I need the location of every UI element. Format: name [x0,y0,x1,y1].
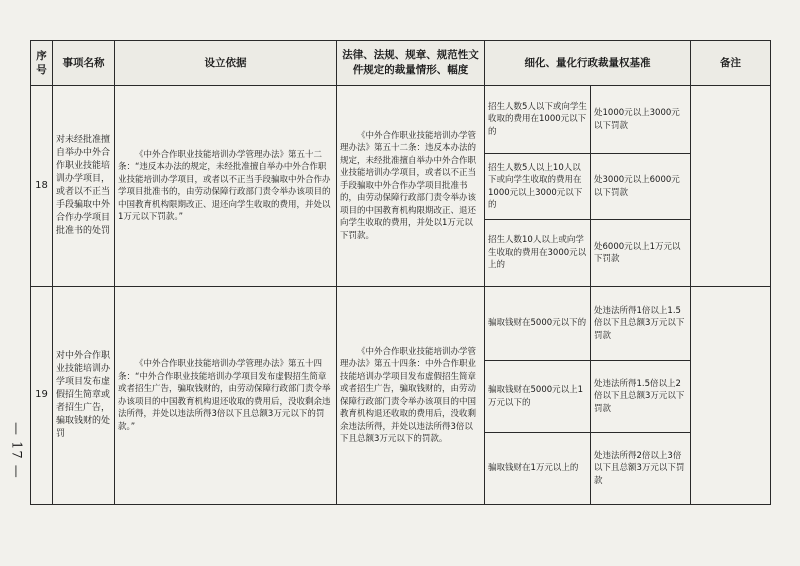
standard-condition: 骗取钱财在5000元以上1万元以下的 [485,361,591,433]
header-basis: 设立依据 [115,41,337,86]
standard-penalty: 处违法所得1.5倍以上2倍以下且总额3万元以下罚款 [591,361,691,433]
table-row [31,287,771,361]
row-basis: 《中外合作职业技能培训办学管理办法》第五十四条：“中外合作职业技能培训办学项目发布虚假招生简章或者招生广告，骗取钱财的，由劳动保障行政部门责令举办该项目的中国教育机构退还收取的费用后，没收剩余违法所得，并处以违法所得3倍以下且总额3万元以下的罚款。” [115,287,337,505]
row-basis: 《中外合作职业技能培训办学管理办法》第五十二条：“违反本办法的规定，未经批准擅自举办中外合作职业技能培训办学项目，或者以不正当手段骗取中外合作办学项目批准书的，由劳动保障行政部门责令举办该项目的中国教育机构限期改正、退还向学生收取的费用，并处以1万元以下罚款。” [115,86,337,287]
row-name: 对中外合作职业技能培训办学项目发布虚假招生简章或者招生广告，骗取钱财的处罚 [53,287,115,505]
row-remark [691,86,771,287]
row-name: 对未经批准擅自举办中外合作职业技能培训办学项目，或者以不正当手段骗取中外合作办学项目批准书的处罚 [53,86,115,287]
header-law: 法律、法规、规章、规范性文件规定的裁量情形、幅度 [337,41,485,86]
standard-condition: 招生人数10人以上或向学生收取的费用在3000元以上的 [485,220,591,287]
row-law: 《中外合作职业技能培训办学管理办法》第五十二条：违反本办法的规定，未经批准擅自举办中外合作职业技能培训办学项目，或者以不正当手段骗取中外合作办学项目批准书的，由劳动保障行政部门责令举办该项目的中国教育机构限期改正、退还向学生收取的费用，并处以1万元以下罚款。 [337,86,485,287]
standard-penalty: 处违法所得2倍以上3倍以下且总额3万元以下罚款 [591,433,691,505]
row-law: 《中外合作职业技能培训办学管理办法》第五十四条：中外合作职业技能培训办学项目发布虚假招生简章或者招生广告，骗取钱财的，由劳动保障行政部门责令举办该项目的中国教育机构退还收取的费用后，没收剩余违法所得，并处以违法所得3倍以下且总额3万元以下的罚款。 [337,287,485,505]
header-row [31,41,771,86]
discretion-table [30,40,771,505]
standard-condition: 招生人数5人以下或向学生收取的费用在1000元以下的 [485,86,591,154]
header-standard: 细化、量化行政裁量权基准 [485,41,691,86]
header-seq: 序号 [31,41,53,86]
header-remark: 备注 [691,41,771,86]
row-remark [691,287,771,505]
standard-condition: 招生人数5人以上10人以下或向学生收取的费用在1000元以上3000元以下的 [485,154,591,220]
table-row [31,86,771,154]
standard-condition: 骗取钱财在5000元以下的 [485,287,591,361]
standard-condition: 骗取钱财在1万元以上的 [485,433,591,505]
row-seq: 19 [31,287,53,505]
page-number: — 17 — [8,421,24,479]
standard-penalty: 处6000元以上1万元以下罚款 [591,220,691,287]
standard-penalty: 处1000元以上3000元以下罚款 [591,86,691,154]
standard-penalty: 处违法所得1倍以上1.5倍以下且总额3万元以下罚款 [591,287,691,361]
row-seq: 18 [31,86,53,287]
header-name: 事项名称 [53,41,115,86]
standard-penalty: 处3000元以上6000元以下罚款 [591,154,691,220]
